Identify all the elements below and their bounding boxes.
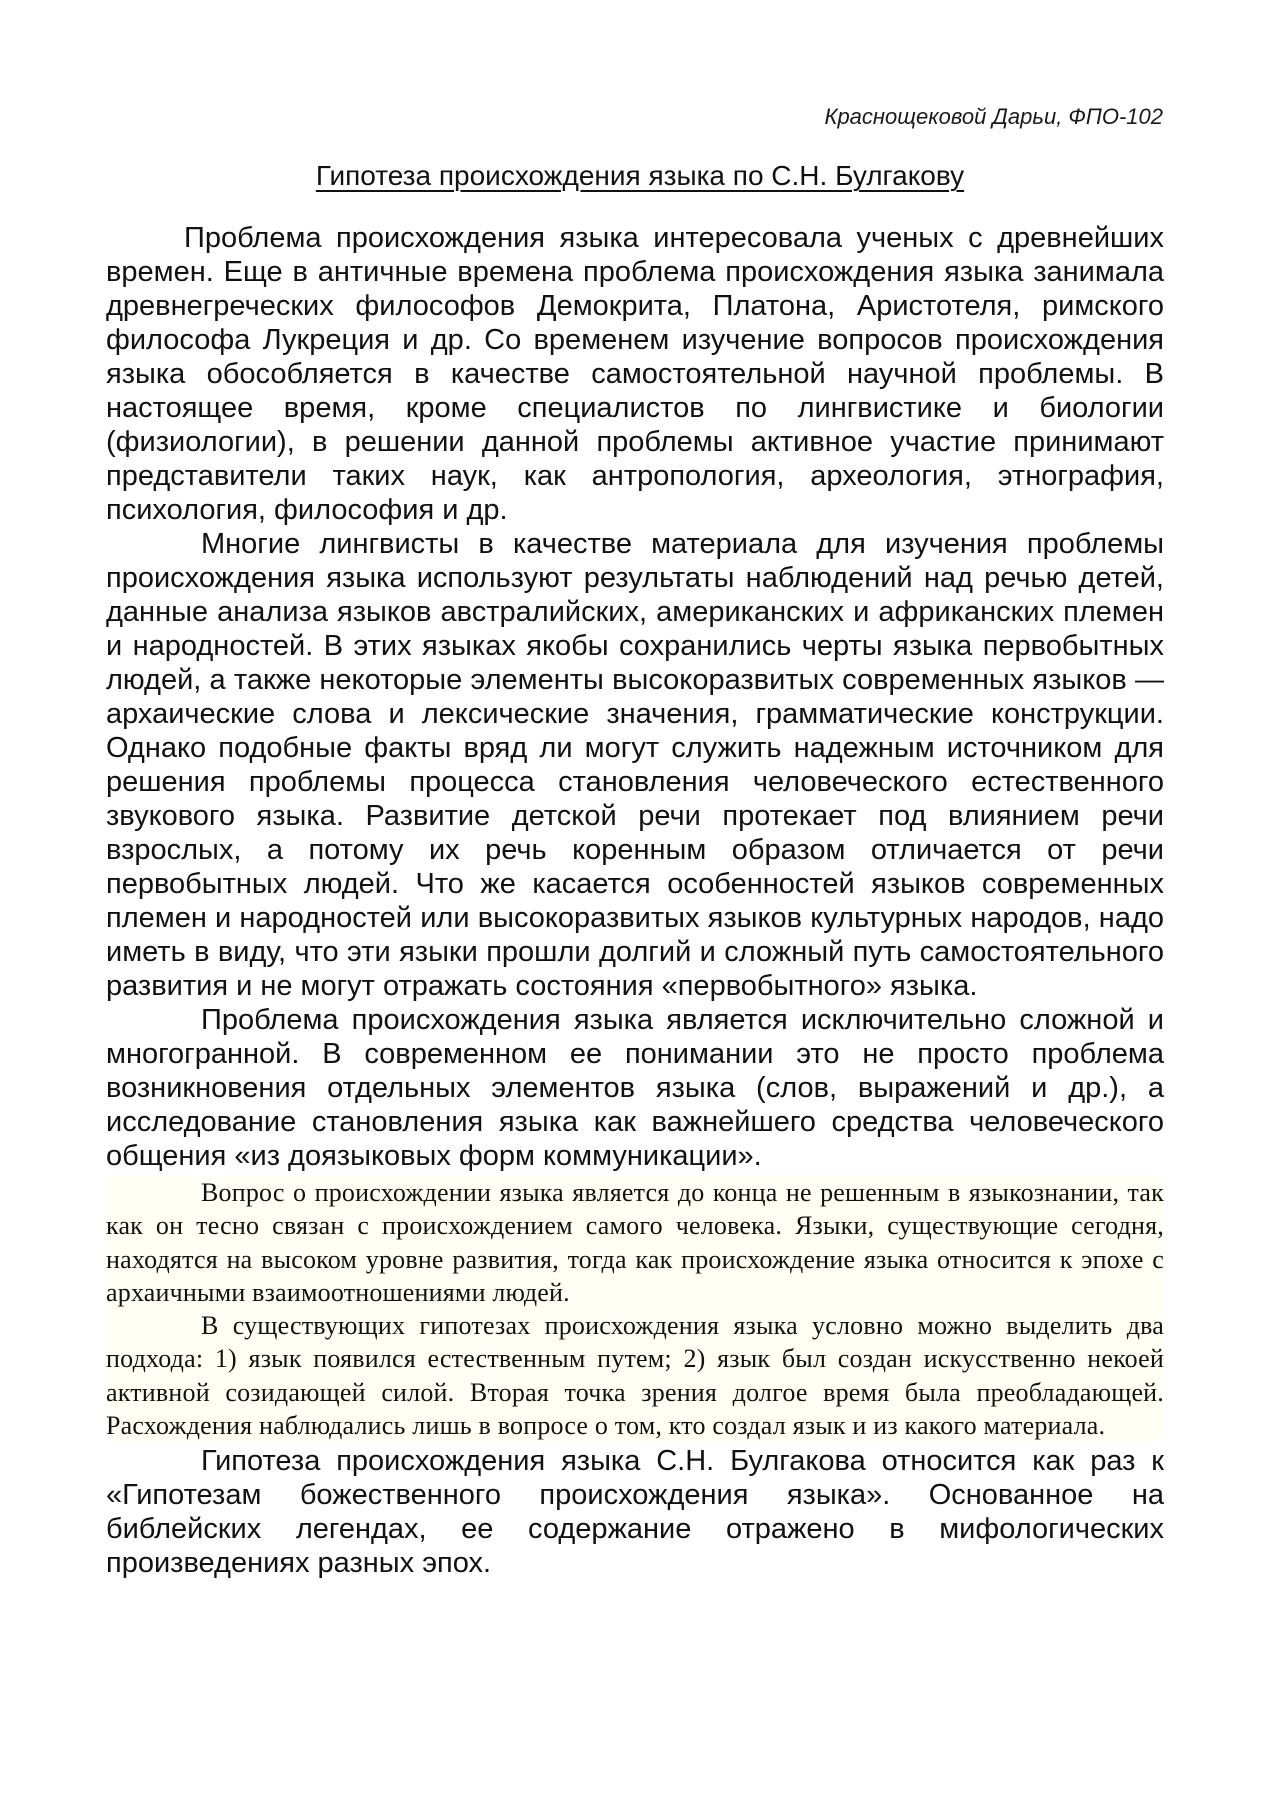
paragraph-6: Гипотеза происхождения языка С.Н. Булгакова относится как раз к «Гипотезам божественного происхождения языка». Основанное на библейских легендах, ее содержание отражено в мифологических произведениях разных эпох. [106, 1445, 1164, 1580]
paragraph-2: Многие лингвисты в качестве материала для изучения проблемы происхождения языка используют результаты наблюдений над речью детей, данные анализа языков австралийских, американских и африканских племен и народностей. В этих языках якобы сохранились черты языка первобытных людей, а также некоторые элементы высокоразвитых современных языков — архаические слова и лексические значения, грамматические конструкции. Однако подобные факты вряд ли могут служить надежным источником для решения проблемы процесса становления человеческого естественного звукового языка. Развитие детской речи протекает под влиянием речи взрослых, а потому их речь коренным образом отличается от речи первобытных людей. Что же касается особенностей языков современных племен и народностей или высокоразвитых языков культурных народов, надо иметь в виду, что эти языки прошли долгий и сложный путь самостоятельного развития и не могут отражать состояния «первобытного» языка. [106, 528, 1164, 1002]
paragraph-1: Проблема происхождения языка интересовала ученых с древнейших времен. Еще в античные времена проблема происхождения языка занимала древнегреческих философов Демокрита, Платона, Аристотеля, римского философа Лукреция и др. Со временем изучение вопросов происхождения языка обособляется в качестве самостоятельной научной проблемы. В настоящее время, кроме специалистов по лингвистике и биологии (физиологии), в решении данной проблемы активное участие принимают представители таких наук, как антропология, археология, этнография, психология, философия и др. [106, 222, 1164, 526]
paragraph-3: Проблема происхождения языка является исключительно сложной и многогранной. В современном ее понимании это не просто проблема возникновения отдельных элементов языка (слов, выражений и др.), а исследование становления языка как важнейшего средства человеческого общения «из доязыковых форм коммуникации». [106, 1004, 1164, 1172]
document-body [106, 221, 1164, 1580]
author-line: Краснощековой Дарьи, ФПО-102 [824, 104, 1163, 129]
document-title: Гипотеза происхождения языка по С.Н. Булгакову [315, 160, 965, 191]
paragraph-5: В существующих гипотезах происхождения языка условно можно выделить два подхода: 1) язык появился естественным путем; 2) язык был создан искусственно некоей активной созидающей силой. Вторая точка зрения долгое время была преобладающей. Расхождения наблюдались лишь в вопросе о том, кто создал язык и из какого материала. [106, 1309, 1164, 1442]
paragraph-4: Вопрос о происхождении языка является до конца не решенным в языкознании, так как он тесно связан с происхождением самого человека. Языки, существующие сегодня, находятся на высоком уровне развития, тогда как происхождение языка относится к эпохе с архаичными взаимоотношениями людей. [106, 1176, 1164, 1309]
